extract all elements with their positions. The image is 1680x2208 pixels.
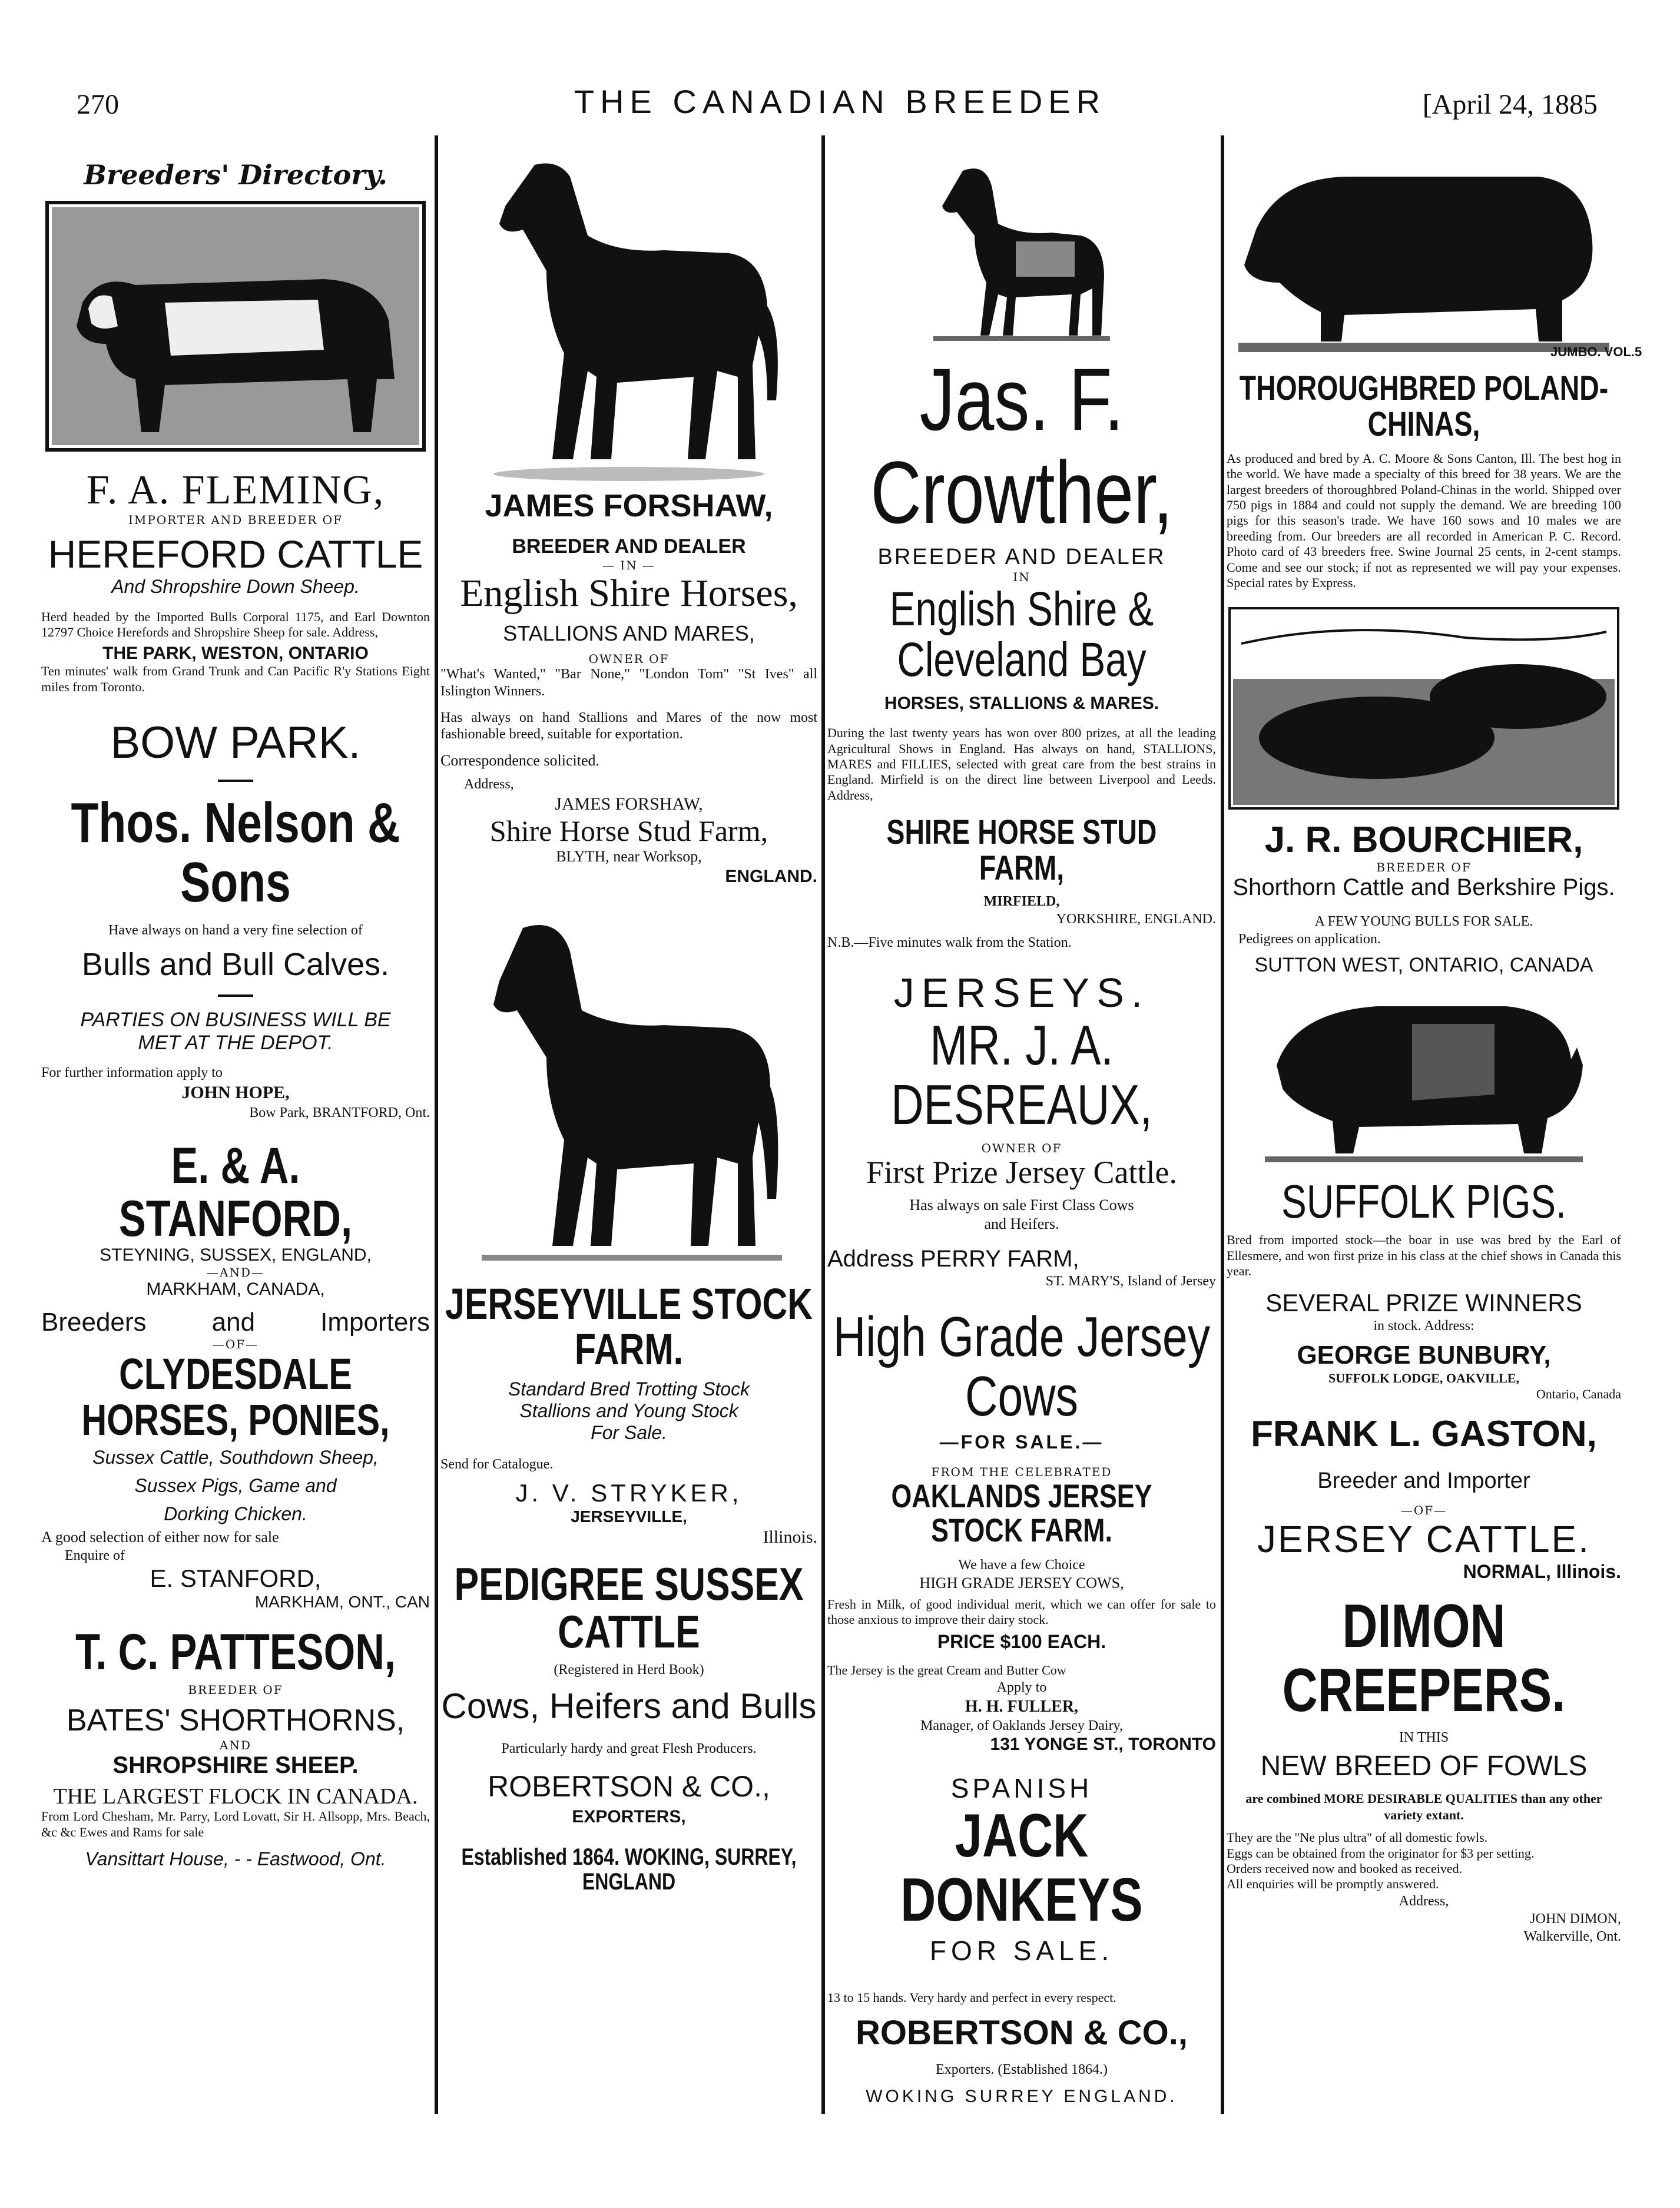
advertiser-name: High Grade Jersey Cows [833,1305,1211,1428]
contact-name: J. V. STRYKER, [515,1479,743,1507]
enquire-line: Enquire of [65,1548,125,1564]
spanish-line: SPANISH [950,1772,1093,1803]
country-line: ENGLAND. [725,866,817,886]
section-heading: JERSEYS. [893,969,1150,1016]
ad-body: During the last twenty years has won over 800 prizes, at all the leading Agricultural Shows in England. Has always on hand, STALLIONS, MARES and FILLIES, selected with great care from the best strains in England. Mirfield is on the direct line between Liverpool and Leeds. Address, [827,725,1216,803]
advertiser-name: JACK DONKEYS [900,1801,1143,1935]
footer-line: Established 1864. WOKING, SURREY, ENGLAND [461,1844,797,1895]
address-line: YORKSHIRE, ENGLAND. [1056,911,1216,927]
poland-china-pig-illustration [1232,153,1642,359]
price-line: PRICE $100 EACH. [937,1631,1106,1653]
pedigree-line: Pedigrees on application. [1238,931,1381,947]
sub-heading: HORSES, STALLIONS & MARES. [884,694,1159,714]
page-number: 270 [77,89,119,120]
stock-heading: Bulls and Bull Calves. [81,947,390,983]
trotting-horse-illustration [464,916,794,1269]
address-line: Ontario, Canada [1536,1387,1621,1402]
ad-body: Bred from imported stock—the boar in use was bred by the Earl of Ellesmere, and won first prize in his class at the chief shows in Canada this year. [1227,1232,1621,1279]
advertiser-name: Jas. F. Crowther, [870,350,1173,542]
illustration-caption: JUMBO. VOL.5 [1550,344,1642,359]
stock-line: For Sale. [591,1422,667,1444]
shire-horse-illustration [470,153,788,483]
stock-heading: Cows, Heifers and Bulls [441,1686,817,1726]
sale-line: —FOR SALE.— [939,1431,1104,1453]
column-rule [435,135,438,2114]
stock-line: Standard Bred Trotting Stock [508,1378,750,1400]
sub-heading: STALLIONS AND MARES, [503,621,755,645]
advertiser-name: JERSEYVILLE STOCK FARM. [445,1279,813,1374]
ad-body: A good selection of either now for sale [41,1528,279,1546]
column-rule [1221,135,1224,2114]
column-4 [1227,147,1642,2120]
address-line: BLYTH, near Worksop, [556,848,702,866]
breed-heading: BATES' SHORTHORNS, [66,1703,405,1738]
farm-name: Shire Horse Stud Farm, [489,814,768,848]
firm-name: ROBERTSON & CO., [856,2013,1188,2052]
address-line: JERSEYVILLE, [571,1507,687,1526]
owner-line: OWNER OF [981,1141,1062,1155]
bulls-line: A FEW YOUNG BULLS FOR SALE. [1314,914,1533,930]
address-line: 131 YONGE ST., TORONTO [990,1734,1216,1754]
contact-name: H. H. FULLER, [965,1697,1079,1716]
ad-body: Fresh in Milk, of good individual merit, which we can offer for sale to those anxious to improve their dairy stock. [827,1596,1216,1627]
address-line: Address PERRY FARM, [827,1245,1079,1272]
breed-heading: HEREFORD CATTLE [48,532,423,576]
advertiser-name: BOW PARK. [110,718,361,768]
stock-line: in stock. Address: [1373,1318,1474,1334]
state-line: Illinois. [763,1527,817,1547]
ad-body: As produced and bred by A. C. Moore & Sons Canton, Ill. The best hog in the world. We have made a specialty of this breed for 38 years. We are the largest breeders of thoroughbred Poland-Chinas in the world. Shipped over 750 pigs in 1884 and could not supply the demand. We are breeding 100 pigs for this season's trade. We have 160 sows and 10 males we are breeding from. Our breeders are all recorded in American P. C. Record. Photo card of 43 breeders free. Swine Journal 25 cents, in 2-cent stamps. Come and see our stock; if not as represented we will pay your expenses. Special rates by Express. [1227,450,1621,590]
role-line: BREEDER AND DEALER [512,535,746,558]
connector: —AND— [207,1265,264,1280]
ad-body: They are the "Ne plus ultra" of all domestic fowls. [1227,1830,1488,1845]
divider [218,780,253,782]
stock-heading: SHROPSHIRE SHEEP. [112,1752,359,1778]
breed-heading: NEW BREED OF FOWLS [1260,1751,1588,1782]
ad-body: "What's Wanted," "Bar None," "London Tom" "St Ives" all Islington Winners. [440,666,817,699]
contact-name: JOHN HOPE, [181,1083,290,1103]
address-line: NORMAL, Illinois. [1463,1560,1621,1582]
apply-line: For further information apply to [41,1065,223,1081]
stock-heading: JERSEY CATTLE. [1257,1517,1590,1560]
firm-name: Thos. Nelson & Sons [71,791,400,914]
stock-line: Stallions and Young Stock [519,1400,738,1422]
advertiser-name: F. A. FLEMING, [86,468,385,513]
role-line: BREEDER OF [1376,860,1472,875]
address-line: Bow Park, BRANTFORD, Ont. [249,1105,430,1120]
correspondence-line: Correspondence solicited. [440,752,600,770]
address-line: Vansittart House, - - Eastwood, Ont. [85,1848,386,1870]
ad-body: Orders received now and booked as received. [1227,1861,1463,1876]
stock-heading: CLYDESDALE HORSES, PONIES, [81,1350,390,1445]
advertiser-name: PEDIGREE SUSSEX CATTLE [454,1557,804,1658]
stock-line: Sussex Cattle, Southdown Sheep, [92,1446,379,1468]
address-label: Address, [464,776,514,792]
place-line: MARKHAM, CANADA, [146,1279,325,1299]
ad-body: The Jersey is the great Cream and Butter Cow [827,1663,1066,1678]
connector: IN [1013,570,1030,584]
hereford-bull-illustration [47,203,424,450]
advertiser-name: JAMES FORSHAW, [485,488,773,523]
pig-field-illustration [1230,608,1618,808]
address-line: MIRFIELD, [983,893,1060,909]
ad-body: are combined MORE DESIRABLE QUALITIES than any other variety extant. [1245,1791,1602,1822]
advertiser-name: J. R. BOURCHIER, [1264,820,1583,861]
role-line: IMPORTER AND BREEDER OF [128,513,343,527]
page-title: THE CANADIAN BREEDER [574,83,1106,120]
connector: —OF— [1400,1503,1447,1517]
advertiser-name: THOROUGHBRED POLAND-CHINAS, [1239,369,1609,443]
advertiser-name: T. C. PATTESON, [75,1624,396,1681]
role-line: Breeders and Importers [41,1308,430,1337]
advertiser-name: FRANK L. GASTON, [1251,1413,1597,1454]
place-line: STEYNING, SUSSEX, ENGLAND, [100,1245,372,1265]
ad-note: N.B.—Five minutes walk from the Station. [827,934,1072,950]
issue-date: [April 24, 1885 [1422,89,1598,120]
contact-name: GEORGE BUNBURY, [1297,1340,1551,1370]
notice: PARTIES ON BUSINESS WILL BE MET AT THE DEPOT. [80,1009,391,1055]
ad-body: Have always on hand a very fine selection of [108,923,363,939]
prize-line: SEVERAL PRIZE WINNERS [1265,1288,1582,1317]
address-line: MARKHAM, ONT., CAN [254,1593,430,1612]
ad-body: Has always on hand Stallions and Mares of the now most fashionable breed, suitable for exportation. [440,710,817,742]
address-line: Walkerville, Ont. [1523,1928,1621,1944]
footer-line: WOKING SURREY ENGLAND. [866,2087,1178,2107]
advertiser-name: E. & A. STANFORD, [118,1137,353,1248]
column-2 [440,147,817,2120]
manager-line: Manager, of Oaklands Jersey Dairy, [920,1718,1124,1733]
ad-note: Ten minutes' walk from Grand Trunk and Can Pacific R'y Stations Eight miles from Toronto. [41,664,430,694]
firm-name: ROBERTSON & CO., [488,1770,770,1803]
address-line: SUFFOLK LODGE, OAKVILLE, [1328,1370,1519,1385]
ad-body: Eggs can be obtained from the originator for $3 per setting. [1227,1845,1535,1861]
established-line: Exporters. (Established 1864.) [936,2062,1108,2078]
from-line: FROM THE CELEBRATED [931,1464,1112,1479]
ad-body: From Lord Chesham, Mr. Parry, Lord Lovatt, Sir H. Allsopp, Mrs. Beach, &c &c Ewes and Rams for sale [41,1809,430,1839]
suffolk-pig-illustration [1259,989,1589,1165]
ad-body: 13 to 15 hands. Very hardy and perfect in every respect. [827,1990,1116,2005]
stock-line: Sussex Pigs, Game and [134,1474,337,1496]
address-line: SUTTON WEST, ONTARIO, CANADA [1254,954,1593,977]
column-1 [41,147,430,2120]
address-line: ST. MARY'S, Island of Jersey [1045,1273,1216,1289]
contact-name: E. STANFORD, [150,1564,322,1593]
contact-name: JOHN DIMON, [1530,1911,1621,1927]
ad-body: Has always on sale First Class Cows and Heifers. [909,1196,1134,1233]
connector: —OF— [212,1337,259,1352]
sale-line: FOR SALE. [929,1935,1114,1967]
registry-line: (Registered in Herd Book) [554,1662,704,1678]
advertiser-name: SUFFOLK PIGS. [1281,1175,1566,1228]
divider [218,994,253,997]
breed-heading: English Shire Horses, [460,572,798,615]
ad-body: Herd headed by the Imported Bulls Corporal 1175, and Earl Downton 12797 Choice Herefords and Shropshire Sheep for sale. Address, [41,609,430,639]
stock-heading: Shorthorn Cattle and Berkshire Pigs. [1232,874,1615,901]
flock-line: THE LARGEST FLOCK IN CANADA. [53,1783,418,1809]
sub-heading: And Shropshire Down Sheep. [111,575,360,597]
breed-heading: English Shire & Cleveland Bay [889,582,1154,687]
role-line: Breeder and Importer [1317,1468,1530,1493]
stock-line: HIGH GRADE JERSEY COWS, [919,1574,1124,1592]
address-label: Address, [1399,1893,1449,1909]
column-rule [821,135,825,2114]
stock-line: Dorking Chicken. [164,1503,307,1524]
advertiser-name: MR. J. A. DESREAUX, [891,1013,1152,1136]
farm-name: SHIRE HORSE STUD FARM, [886,813,1157,888]
apply-line: Apply to [996,1679,1047,1695]
catalogue-line: Send for Catalogue. [440,1457,554,1473]
column-3 [827,147,1216,2120]
farm-name: OAKLANDS JERSEY STOCK FARM. [891,1477,1152,1549]
connector: IN THIS [1399,1730,1449,1746]
connector: — IN — [602,558,656,573]
address-line: THE PARK, WESTON, ONTARIO [102,644,369,664]
shire-horse-illustration [927,159,1116,347]
stock-heading: First Prize Jersey Cattle. [866,1154,1177,1190]
owner-line: OWNER OF [588,651,670,666]
have-line: We have a few Choice [958,1557,1085,1573]
contact-name: JAMES FORSHAW, [555,794,703,814]
advertiser-name: DIMON CREEPERS. [1282,1592,1566,1725]
role-line: EXPORTERS, [572,1807,686,1827]
ad-body: Particularly hardy and great Flesh Producers. [501,1741,757,1757]
masthead [0,82,1680,135]
directory-title: Breeders' Directory. [84,159,387,191]
ad-body: All enquiries will be promptly answered. [1227,1877,1439,1892]
role-line: BREEDER AND DEALER [877,545,1166,569]
connector: AND [220,1738,251,1752]
role-line: BREEDER OF [188,1682,283,1697]
